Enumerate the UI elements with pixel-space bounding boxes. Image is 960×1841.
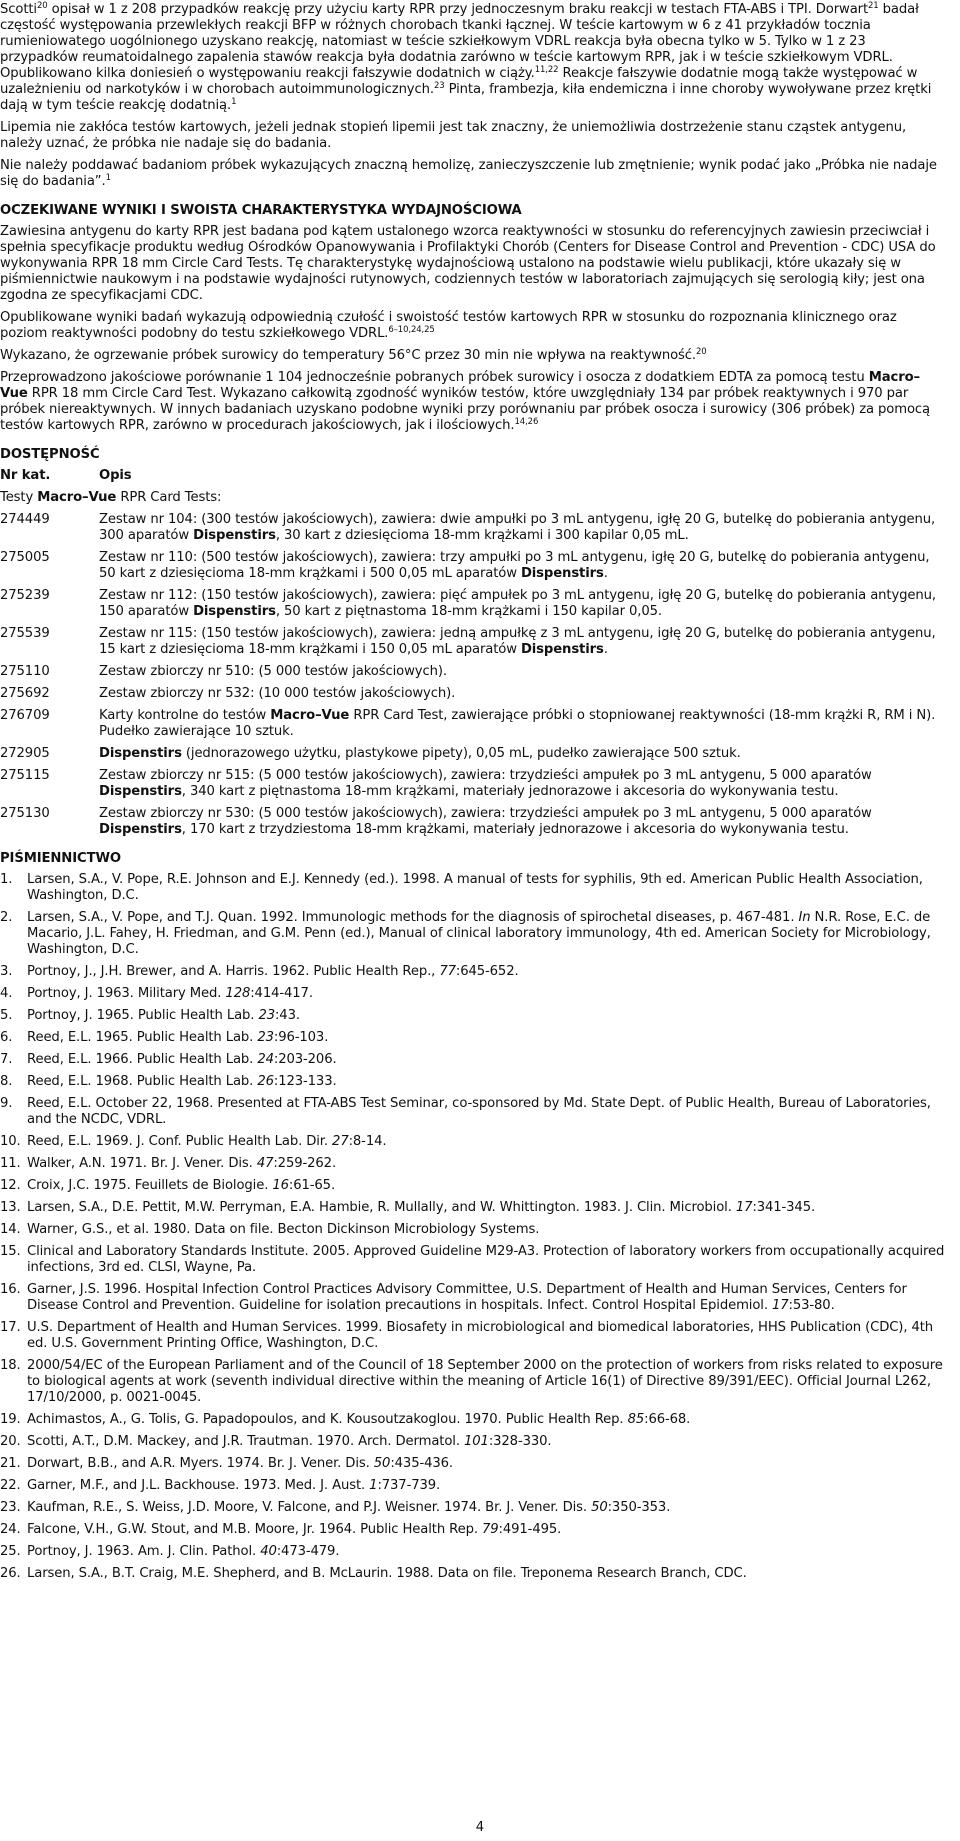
text-run: , 170 kart z trzydziestoma 18-mm krążkami, materiały jednorazowe i akcesoria do wykonywania testu. [181, 822, 849, 837]
product-description [99, 708, 945, 740]
brand-name: Dispenstirs [193, 604, 276, 619]
intro-paragraph-2: Lipemia nie zakłóca testów kartowych, jeżeli jednak stopień lipemii jest tak znaczny, że uniemożliwia dostrzeżenie stanu cząstek antygenu, należy uznać, że próbka nie nadaje się do badania. [0, 120, 907, 151]
reference-text [27, 1244, 945, 1276]
reference-text [27, 1320, 945, 1352]
text-run: RPR Card Test, zawierające próbki o stopniowanej reaktywności (18-mm krążki R, RM i N). Pudełko zawierające 10 sztuk. [99, 708, 936, 739]
catalog-number: 275539 [0, 626, 50, 641]
reference-number: 11. [0, 1156, 21, 1171]
reference-text [27, 1544, 945, 1560]
reference-item [0, 986, 945, 1002]
text-run: . [603, 642, 608, 657]
product-row [0, 768, 945, 800]
reference-number: 26. [0, 1566, 21, 1581]
text-run: :8-14. [348, 1134, 387, 1149]
volume-number: 40 [260, 1544, 277, 1559]
results-heading: OCZEKIWANE WYNIKI I SWOISTA CHARAKTERYSTYKA WYDAJNOŚCIOWA [0, 203, 522, 218]
reference-item [0, 1412, 945, 1428]
catalog-number-header: Nr kat. [0, 468, 51, 483]
text-run: :66-68. [644, 1412, 691, 1427]
brand-name: Macro–Vue [270, 708, 350, 723]
reference-text [27, 1178, 945, 1194]
text-run: :350-353. [607, 1500, 671, 1515]
intro-paragraph-3 [0, 158, 945, 190]
references-heading: PIŚMIENNICTWO [0, 851, 121, 866]
reference-text [27, 1156, 945, 1172]
reference-number: 18. [0, 1358, 21, 1373]
catalog-number: 274449 [0, 512, 50, 527]
text-run: :491-495. [498, 1522, 562, 1537]
volume-number: 128 [225, 986, 251, 1001]
product-description [99, 806, 945, 838]
product-description [99, 626, 945, 658]
availability-heading: DOSTĘPNOŚĆ [0, 447, 100, 462]
page-content [0, 2, 945, 1588]
volume-number: In [798, 910, 811, 925]
kits-intro [0, 490, 945, 506]
reference-item [0, 1200, 945, 1216]
reference-text [27, 1282, 945, 1314]
volume-number: 27 [332, 1134, 349, 1149]
volume-number: 26 [257, 1074, 274, 1089]
reference-list [0, 872, 945, 1582]
reference-item [0, 1074, 945, 1090]
text-run: Wykazano, że ogrzewanie próbek surowicy do temperatury 56°C przez 30 min nie wpływa na reaktywność. [0, 348, 696, 363]
reference-item [0, 1282, 945, 1314]
reference-item [0, 1052, 945, 1068]
reference-number: 12. [0, 1178, 21, 1193]
text-run: :259-262. [273, 1156, 337, 1171]
text-run: Zestaw nr 104: (300 testów jakościowych), zawiera: dwie ampułki po 3 mL antygenu, igłę 20 G, butelkę do pobierania antygenu, 300 aparatów [99, 512, 936, 543]
text-run: (jednorazowego użytku, plastykowe pipety), 0,05 mL, pudełko zawierające 500 sztuk. [181, 746, 741, 761]
product-row [0, 512, 945, 544]
reference-item [0, 1244, 945, 1276]
text-run: Reed, E.L. October 22, 1968. Presented at FTA-ABS Test Seminar, co-sponsored by Md. State Dept. of Public Health, Bureau of Laboratories, and the NCDC, VDRL. [27, 1096, 931, 1127]
text-run: Larsen, S.A., D.E. Pettit, M.W. Perryman, E.A. Hambie, R. Mullally, and W. Whittington. 1983. J. Clin. Microbiol. [27, 1200, 736, 1215]
reference-item [0, 872, 945, 904]
reference-item [0, 1134, 945, 1150]
brand-name: Macro–Vue [0, 370, 921, 401]
citation-superscript: 20 [36, 1, 48, 11]
text-run: , 340 kart z piętnastoma 18-mm krążkami, materiały jednorazowe i akcesoria do wykonywania testu. [181, 784, 839, 799]
text-run: badał częstość występowania przewlekłych reakcji BFP w różnych chorobach tkanki łącznej. W teście kartowym w 6 z 41 przykładów tocznia rumieniowatego uogólnionego uzyskano reakcję, natomiast w teście szkiełkowym VDRL reakcja była obecna tylko w 5. Tylko w 1 z 23 przypadków reumatoidalnego zapalenia stawów reakcja była dodatnia zarówno w teście kartowym RPR, jak i w teście szkiełkowym VDRL. Opublikowano kilka doniesień o występowaniu reakcji fałszywie dodatnich w ciąży. [0, 2, 919, 81]
product-row [0, 550, 945, 582]
availability-column-headers [0, 468, 945, 484]
text-run: , 50 kart z piętnastoma 18-mm krążkami i 150 kapilar 0,05. [275, 604, 662, 619]
reference-item [0, 1358, 945, 1406]
reference-item [0, 1320, 945, 1352]
text-run: Reed, E.L. 1966. Public Health Lab. [27, 1052, 258, 1067]
intro-paragraph-1 [0, 2, 945, 114]
reference-text [27, 1096, 945, 1128]
text-run: Portnoy, J. 1963. Am. J. Clin. Pathol. [27, 1544, 261, 1559]
reference-text [27, 1522, 945, 1538]
volume-number: 16 [272, 1178, 289, 1193]
text-run: opisał w 1 z 208 przypadków reakcję przy użyciu karty RPR przy jednoczesnym braku reakcji w testach FTA-ABS i TPI. Dorwart [47, 2, 869, 17]
text-run: Achimastos, A., G. Tolis, G. Papadopoulos, and K. Kousoutzakoglou. 1970. Public Health Rep. [27, 1412, 628, 1427]
reference-item [0, 1222, 945, 1238]
volume-number: 24 [257, 1052, 274, 1067]
text-run: Larsen, S.A., V. Pope, and T.J. Quan. 1992. Immunologic methods for the diagnosis of spirochetal diseases, p. 467-481. [27, 910, 799, 925]
reference-number: 6. [0, 1030, 13, 1045]
reference-text [27, 1008, 945, 1024]
reference-item [0, 1030, 945, 1046]
text-run: Larsen, S.A., B.T. Craig, M.E. Shepherd, and B. McLaurin. 1988. Data on file. Treponema Research Branch, CDC. [27, 1566, 747, 1581]
text-run: Reed, E.L. 1965. Public Health Lab. [27, 1030, 258, 1045]
text-run: :53-80. [788, 1298, 835, 1313]
text-run: N.R. Rose, E.C. de Macario, J.L. Fahey, H. Friedman, and G.M. Penn (ed.), Manual of clinical laboratory immunology, 4th ed. American Society for Microbiology, Washington, D.C. [27, 910, 931, 957]
brand-name: Dispenstirs [99, 746, 182, 761]
brand-name: Dispenstirs [520, 566, 604, 581]
catalog-number: 276709 [0, 708, 50, 723]
catalog-number: 275239 [0, 588, 50, 603]
reference-text [27, 1500, 945, 1516]
reference-number: 7. [0, 1052, 13, 1067]
product-row [0, 806, 945, 838]
text-run: :645-652. [455, 964, 519, 979]
text-run: U.S. Department of Health and Human Services. 1999. Biosafety in microbiological and biomedical laboratories, HHS Publication (CDC), 4th ed. U.S. Government Printing Office, Washington, D.C. [27, 1320, 934, 1351]
volume-number: 1 [369, 1478, 378, 1493]
text-run: Zestaw zbiorczy nr 510: (5 000 testów jakościowych). [99, 664, 447, 679]
reference-item [0, 1566, 945, 1582]
reference-text [27, 910, 945, 958]
text-run: Garner, M.F., and J.L. Backhouse. 1973. Med. J. Aust. [27, 1478, 370, 1493]
reference-number: 10. [0, 1134, 21, 1149]
reference-number: 17. [0, 1320, 21, 1335]
reference-number: 13. [0, 1200, 21, 1215]
text-run: :61-65. [288, 1178, 336, 1193]
reference-text [27, 964, 945, 980]
citation-superscript: 23 [433, 81, 445, 91]
text-run: :473-479. [276, 1544, 340, 1559]
text-run: Garner, J.S. 1996. Hospital Infection Control Practices Advisory Committee, U.S. Department of Health and Human Services, Centers for Disease Control and Prevention. Guideline for isolation precautions in hospitals. Infect. Control Hospital Epidemiol. [27, 1282, 907, 1313]
volume-number: 101 [464, 1434, 489, 1449]
text-run: Croix, J.C. 1975. Feuillets de Biologie. [27, 1178, 273, 1193]
product-list [0, 512, 945, 838]
text-run: , 30 kart z dziesięcioma 18-mm krążkami i 300 kapilar 0,05 mL. [275, 528, 689, 543]
text-run: Dorwart, B.B., and A.R. Myers. 1974. Br. J. Vener. Dis. [27, 1456, 374, 1471]
volume-number: 17 [771, 1298, 789, 1313]
reference-number: 2. [0, 910, 13, 925]
text-run: Zestaw nr 112: (150 testów jakościowych), zawiera: pięć ampułek po 3 mL antygenu, igłę 20 G, butelkę do pobierania antygenu, 150 aparatów [99, 588, 936, 619]
text-run: :328-330. [488, 1434, 552, 1449]
volume-number: 47 [256, 1156, 274, 1171]
product-row [0, 664, 945, 680]
reference-text [27, 1030, 945, 1046]
volume-number: 50 [591, 1500, 608, 1515]
volume-number: 50 [373, 1456, 391, 1471]
volume-number: 17 [735, 1200, 753, 1215]
reference-number: 24. [0, 1522, 21, 1537]
brand-name: Dispenstirs [99, 784, 182, 799]
text-run: Reed, E.L. 1969. J. Conf. Public Health Lab. Dir. [27, 1134, 333, 1149]
product-description [99, 686, 945, 702]
reference-item [0, 1434, 945, 1450]
text-run: Kaufman, R.E., S. Weiss, J.D. Moore, V. Falcone, and P.J. Weisner. 1974. Br. J. Vener. Dis. [27, 1500, 592, 1515]
product-row [0, 588, 945, 620]
text-run: Falcone, V.H., G.W. Stout, and M.B. Moore, Jr. 1964. Public Health Rep. [27, 1522, 482, 1537]
text-run: Nie należy poddawać badaniom próbek wykazujących znaczną hemolizę, zanieczyszczenie lub zmętnienie; wynik podać jako „Próbka nie nadaje się do badania”. [0, 158, 937, 189]
reference-number: 8. [0, 1074, 13, 1089]
text-run: . [603, 566, 608, 581]
brand-name: Macro–Vue [37, 490, 117, 505]
text-run: :414-417. [250, 986, 313, 1001]
text-run: Zestaw zbiorczy nr 530: (5 000 testów jakościowych), zawiera: trzydzieści ampułek po 3 mL antygenu, 5 000 aparatów [99, 806, 872, 821]
reference-text [27, 1052, 945, 1068]
product-description [99, 588, 945, 620]
reference-number: 4. [0, 986, 13, 1001]
reference-item [0, 1544, 945, 1560]
text-run: :203-206. [273, 1052, 337, 1067]
product-description [99, 664, 945, 680]
catalog-number: 275005 [0, 550, 50, 565]
product-row [0, 746, 945, 762]
product-description [99, 550, 945, 582]
reference-number: 5. [0, 1008, 13, 1023]
text-run: Zestaw zbiorczy nr 515: (5 000 testów jakościowych), zawiera: trzydzieści ampułek po 3 mL antygenu, 5 000 aparatów [99, 768, 872, 783]
volume-number: 79 [482, 1522, 499, 1537]
text-run: Portnoy, J. 1965. Public Health Lab. [27, 1008, 259, 1023]
results-paragraph-3 [0, 348, 945, 364]
text-run: :96-103. [273, 1030, 329, 1045]
text-run: :43. [274, 1008, 300, 1023]
results-paragraph-4 [0, 370, 945, 434]
reference-text [27, 1358, 945, 1406]
reference-item [0, 1008, 945, 1024]
text-run: Pinta, frambezja, kiła endemiczna i inne choroby wywoływane przez krętki dają w tym teście reakcję dodatnią. [0, 82, 932, 113]
text-run: Scotti [0, 2, 37, 17]
text-run: Zestaw nr 110: (500 testów jakościowych), zawiera: trzy ampułki po 3 mL antygenu, igłę 20 G, butelkę do pobierania antygenu, 50 kart z dziesięcioma 18-mm krążkami i 500 0,05 mL aparatów [99, 550, 930, 581]
text-run: RPR Card Tests: [116, 490, 222, 505]
text-run: Walker, A.N. 1971. Br. J. Vener. Dis. [27, 1156, 257, 1171]
volume-number: 85 [627, 1412, 645, 1427]
text-run: Karty kontrolne do testów [99, 708, 271, 723]
text-run: Portnoy, J., J.H. Brewer, and A. Harris. 1962. Public Health Rep., [27, 964, 440, 979]
reference-text [27, 1134, 945, 1150]
citation-superscript: 11,22 [534, 65, 559, 75]
citation-superscript: 1 [231, 97, 237, 107]
reference-number: 14. [0, 1222, 21, 1237]
citation-superscript: 14,26 [514, 417, 539, 427]
text-run: :123-133. [273, 1074, 337, 1089]
citation-superscript: 20 [696, 347, 707, 357]
product-row [0, 708, 945, 740]
reference-item [0, 1156, 945, 1172]
reference-number: 22. [0, 1478, 21, 1493]
text-run: Warner, G.S., et al. 1980. Data on file. Becton Dickinson Microbiology Systems. [27, 1222, 540, 1237]
results-paragraph-2 [0, 310, 945, 342]
reference-item [0, 1500, 945, 1516]
text-run: Larsen, S.A., V. Pope, R.E. Johnson and E.J. Kennedy (ed.). 1998. A manual of tests for syphilis, 9th ed. American Public Health Association, Washington, D.C. [27, 872, 923, 903]
text-run: Zestaw nr 115: (150 testów jakościowych), zawiera: jedną ampułkę z 3 mL antygenu, igłę 20 G, butelkę do pobierania antygenu, 15 kart z dziesięcioma 18-mm krążkami i 150 0,05 mL aparatów [99, 626, 936, 657]
brand-name: Dispenstirs [520, 642, 604, 657]
reference-text [27, 1434, 945, 1450]
product-description [99, 768, 945, 800]
citation-superscript: 1 [105, 173, 111, 183]
text-run: :435-436. [390, 1456, 453, 1471]
brand-name: Dispenstirs [99, 822, 182, 837]
text-run: 2000/54/EC of the European Parliament and of the Council of 18 September 2000 on the protection of workers from risks related to exposure to biological agents at work (seventh individual directive within the meaning of Article 16(1) of Directive 89/391/EEC). Official Journal L262, 17/10/2000, p. 0021-0045. [27, 1358, 943, 1405]
catalog-number: 272905 [0, 746, 50, 761]
reference-item [0, 1522, 945, 1538]
product-row [0, 626, 945, 658]
text-run: RPR 18 mm Circle Card Test. Wykazano całkowitą zgodność wyników testów, które uwzględniały 134 par próbek reaktywnych i 970 par próbek niereaktywnych. W innych badaniach uzyskano podobne wyniki przy porównaniu par próbek osocza i surowicy (306 próbek) za pomocą testów kartowych RPR, zarówno w procedurach jakościowych, jak i ilościowych. [0, 386, 930, 433]
reference-text [27, 1412, 945, 1428]
volume-number: 23 [258, 1008, 275, 1023]
text-run: Zestaw zbiorczy nr 532: (10 000 testów jakościowych). [99, 686, 456, 701]
reference-text [27, 1566, 945, 1582]
results-paragraph-1: Zawiesina antygenu do karty RPR jest badana pod kątem ustalonego wzorca reaktywności w stosunku do referencyjnych zawiesin przeciwciał i spełnia specyfikacje produktu według Ośrodków Opanowywania i Profilaktyki Chorób (Centers for Disease Control and Prevention - CDC) USA do wykonywania RPR 18 mm Circle Card Tests. Tę charakterystykę wydajnościową ustalono na podstawie wielu publikacji, które ukazały się w piśmiennictwie naukowym i na podstawie wydajności rutynowych, codziennych testów w laboratoriach zajmujących się serologią kiły; jest ona zgodna ze specyfikacjami CDC. [0, 224, 936, 303]
reference-text [27, 1200, 945, 1216]
reference-number: 16. [0, 1282, 21, 1297]
reference-text [27, 986, 945, 1002]
reference-item [0, 910, 945, 958]
reference-number: 1. [0, 872, 13, 887]
reference-number: 23. [0, 1500, 21, 1515]
page-number: 4 [475, 1820, 485, 1835]
reference-number: 25. [0, 1544, 21, 1559]
catalog-number: 275692 [0, 686, 50, 701]
text-run: Portnoy, J. 1963. Military Med. [27, 986, 226, 1001]
text-run: :737-739. [377, 1478, 441, 1493]
volume-number: 23 [257, 1030, 274, 1045]
reference-number: 21. [0, 1456, 21, 1471]
reference-text [27, 872, 945, 904]
brand-name: Dispenstirs [193, 528, 276, 543]
reference-number: 3. [0, 964, 13, 979]
reference-item [0, 1456, 945, 1472]
citation-superscript: 21 [868, 1, 879, 11]
text-run: Clinical and Laboratory Standards Institute. 2005. Approved Guideline M29-A3. Protection of laboratory workers from occupationally acquired infections, 3rd ed. CLSI, Wayne, Pa. [27, 1244, 945, 1275]
product-description [99, 746, 945, 762]
catalog-number: 275110 [0, 664, 50, 679]
reference-text [27, 1456, 945, 1472]
reference-item [0, 964, 945, 980]
catalog-number: 275130 [0, 806, 50, 821]
catalog-number: 275115 [0, 768, 50, 783]
reference-text [27, 1222, 945, 1238]
text-run: Przeprowadzono jakościowe porównanie 1 104 jednocześnie pobranych próbek surowicy i osocza z dodatkiem EDTA za pomocą testu [0, 370, 869, 385]
reference-number: 9. [0, 1096, 13, 1111]
product-row [0, 686, 945, 702]
reference-item [0, 1096, 945, 1128]
text-run: Testy [0, 490, 38, 505]
reference-item [0, 1478, 945, 1494]
reference-item [0, 1178, 945, 1194]
reference-number: 20. [0, 1434, 21, 1449]
text-run: Reed, E.L. 1968. Public Health Lab. [27, 1074, 258, 1089]
product-description [99, 512, 945, 544]
reference-text [27, 1478, 945, 1494]
citation-superscript: 6–10,24,25 [388, 325, 435, 335]
text-run: :341-345. [752, 1200, 816, 1215]
reference-number: 19. [0, 1412, 21, 1427]
volume-number: 77 [439, 964, 456, 979]
description-header: Opis [99, 468, 132, 483]
text-run: Reakcje fałszywie dodatnie mogą także występować w uzależnieniu od narkotyków i w chorobach autoimmunologicznych. [0, 66, 918, 97]
text-run: Opublikowane wyniki badań wykazują odpowiednią czułość i swoistość testów kartowych RPR w stosunku do rozpoznania klinicznego oraz poziom reaktywności podobny do testu szkiełkowego VDRL. [0, 310, 897, 341]
reference-text [27, 1074, 945, 1090]
text-run: Scotti, A.T., D.M. Mackey, and J.R. Trautman. 1970. Arch. Dermatol. [27, 1434, 464, 1449]
reference-number: 15. [0, 1244, 21, 1259]
